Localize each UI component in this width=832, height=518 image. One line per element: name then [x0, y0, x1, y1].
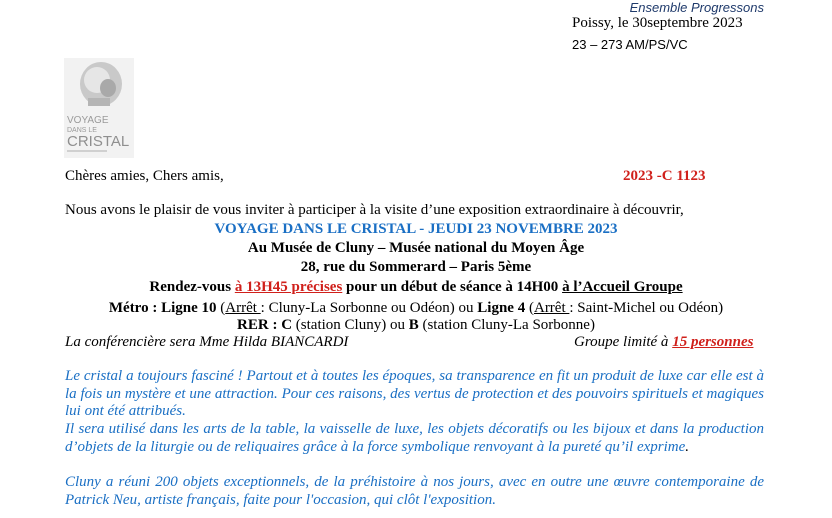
- museum-address: 28, rue du Sommerard – Paris 5ème: [300, 259, 532, 275]
- exhibition-logo: [64, 58, 134, 158]
- metro-line4: Ligne 4: [477, 300, 526, 316]
- metro-paren2: (: [525, 300, 534, 316]
- meeting-line: [0, 279, 832, 296]
- metro-paren1: (: [216, 300, 226, 316]
- rdv-middle: pour un début de séance à 14H00: [342, 279, 563, 295]
- museum-name: Au Musée de Cluny – Musée national du Moyen Âge: [247, 240, 585, 256]
- rdv-time: à 13H45 précises: [234, 279, 343, 295]
- paragraph2-end: .: [685, 438, 690, 455]
- rer-text2: (station Cluny-La Sorbonne): [418, 317, 595, 333]
- limit-prefix: Groupe limité à: [574, 334, 673, 350]
- metro-stops1: : Cluny-La Sorbonne ou Odéon) ou: [260, 300, 478, 316]
- description-paragraph-3: Cluny a réuni 200 objets exceptionnels, de la préhistoire à nos jours, avec en outre une œuvre contemporaine de Patrick Neu, artiste français, faite pour l'occasion, qui clôt l'exposition.: [65, 474, 764, 508]
- crystal-skull-icon: [64, 58, 134, 158]
- rer-text1: (station Cluny) ou: [292, 317, 409, 333]
- event-code: 2023 -C 1123: [623, 168, 706, 184]
- metro-stops2: : Saint-Michel ou Odéon): [569, 300, 724, 316]
- rdv-place: à l’Accueil Groupe: [562, 279, 683, 295]
- metro-line: [0, 300, 832, 317]
- rdv-prefix: Rendez-vous: [149, 279, 235, 295]
- organization-name: Ensemble Progressons: [629, 0, 764, 15]
- description-paragraph-2: [65, 421, 764, 456]
- event-title: VOYAGE DANS LE CRISTAL - JEUDI 23 NOVEMBRE 2023: [214, 221, 618, 237]
- metro-stop-word1: Arrêt: [225, 300, 261, 316]
- metro-stop-word2: Arrêt: [533, 300, 570, 316]
- reference-number: 23 – 273 AM/PS/VC: [572, 37, 688, 52]
- logo-line2: DANS LE: [67, 127, 97, 134]
- metro-label: Métro : Ligne 10: [108, 300, 217, 316]
- greeting: Chères amies, Chers amis,: [65, 168, 224, 184]
- lecturer-line: La conférencière sera Mme Hilda BIANCARDI: [65, 334, 349, 350]
- limit-value: 15 personnes: [672, 334, 754, 350]
- rer-b: B: [408, 317, 419, 333]
- description-paragraph-1: Le cristal a toujours fasciné ! Partout et à toutes les époques, sa transparence en fit un produit de luxe car elle est à la fois un mystère et une attraction. Pour ces raisons, des vertus de protection et des pouvoirs spirituels et magiques lui ont été attribués.: [65, 368, 764, 419]
- logo-line3: CRISTAL: [67, 133, 130, 150]
- rer-line: [0, 317, 832, 334]
- rer-label: RER : C: [237, 317, 293, 333]
- intro-sentence: Nous avons le plaisir de vous inviter à participer à la visite d’une exposition extraordinaire à découvrir,: [65, 202, 684, 218]
- paragraph2-text: Il sera utilisé dans les arts de la table, la vaisselle de luxe, les objets décoratifs ou les bijoux et dans la production d’objets de la liturgie ou de reliquaires grâce à la force symbolique renvoyant à la pureté qu’il exprime: [65, 421, 764, 455]
- place-date: Poissy, le 30septembre 2023: [572, 15, 743, 31]
- group-limit: [574, 334, 753, 351]
- logo-line1: VOYAGE: [67, 115, 109, 126]
